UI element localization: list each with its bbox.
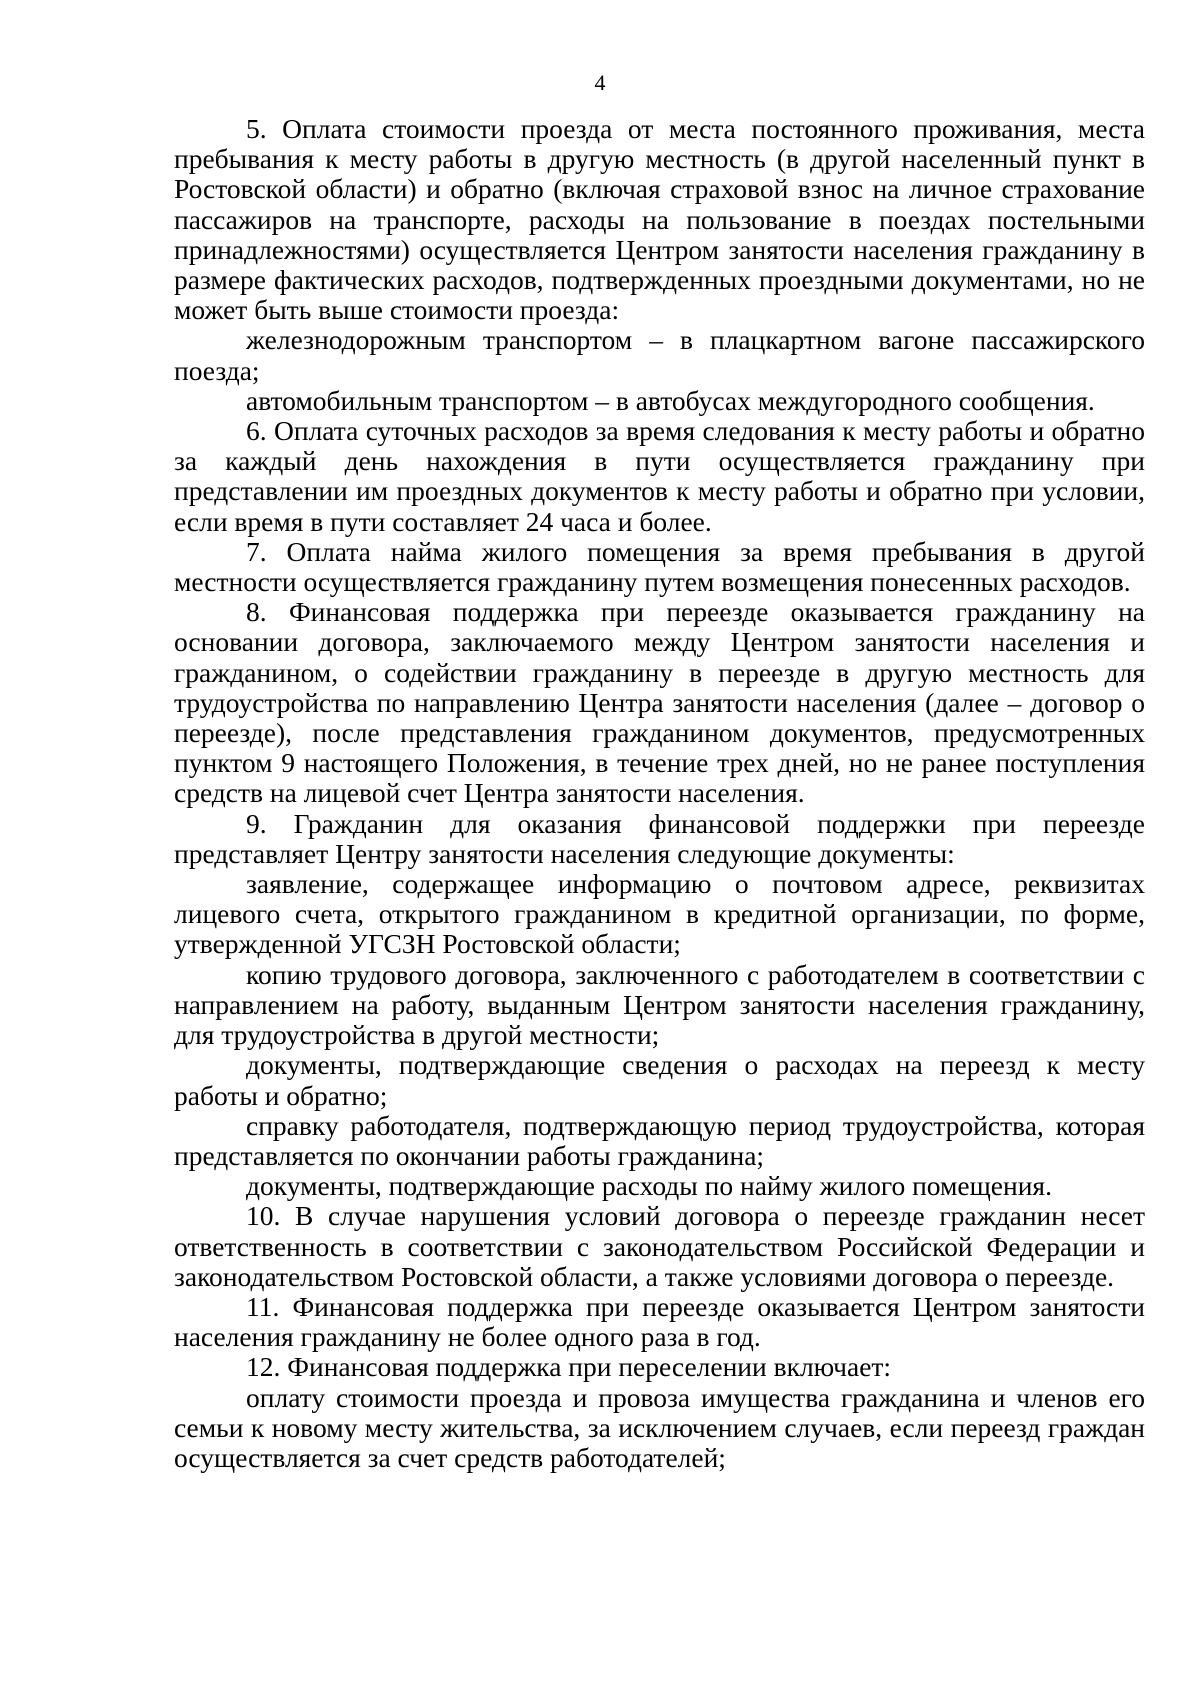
paragraph-10: 10. В случае нарушения условий договора о переезде гражданин несет ответственность в соответствии с законодательством Российской Федерации и законодательством Ростовской области, а также условиями договора о переезде. xyxy=(174,1200,1145,1292)
page-number: 4 xyxy=(594,70,606,95)
paragraph-11: 11. Финансовая поддержка при переезде оказывается Центром занятости населения гражданину не более одного раза в год. xyxy=(174,1290,1145,1353)
paragraph-9: 9. Гражданин для оказания финансовой поддержки при переезде представляет Центру занятости населения следующие документы: xyxy=(174,807,1145,869)
document-body xyxy=(174,114,1145,1473)
paragraph-9-housing-documents: документы, подтверждающие расходы по найму жилого помещения. xyxy=(246,1170,1052,1202)
paragraph-5: 5. Оплата стоимости проезда от места постоянного проживания, места пребывания к месту работы в другую местность (в другой населенный пункт в Ростовской области) и обратно (включая страховой взнос на личное страхование пассажиров на транспорте, расходы на пользование в поездах постельными принадлежностями) осуществляется Центром занятости населения гражданину в размере фактических расходов, подтвержденных проездными документами, но не может быть выше стоимости проезда: xyxy=(174,113,1145,326)
paragraph-railway-transport: железнодорожным транспортом – в плацкартном вагоне пассажирского поезда; xyxy=(174,324,1145,386)
paragraph-12: 12. Финансовая поддержка при переселении включает: xyxy=(246,1351,892,1383)
paragraph-9-expense-documents: документы, подтверждающие сведения о расходах на переезд к месту работы и обратно; xyxy=(174,1049,1145,1111)
paragraph-9-application: заявление, содержащее информацию о почтовом адресе, реквизитах лицевого счета, открытого гражданином в кредитной организации, по форме, утвержденной УГСЗН Ростовской области; xyxy=(174,868,1145,960)
paragraph-8: 8. Финансовая поддержка при переезде оказывается гражданину на основании договора, заключаемого между Центром занятости населения и гражданином, о содействии гражданину в переезде в другую местность для трудоустройства по направлению Центра занятости населения (далее – договор о переезде), после представления гражданином документов, предусмотренных пунктом 9 настоящего Положения, в течение трех дней, но не ранее поступления средств на лицевой счет Центра занятости населения. xyxy=(174,596,1145,809)
paragraph-road-transport: автомобильным транспортом – в автобусах междугородного сообщения. xyxy=(246,384,1095,416)
paragraph-12-travel-payment: оплату стоимости проезда и провоза имущества гражданина и членов его семьи к новому месту жительства, за исключением случаев, если переезд граждан осуществляется за счет средств работодателей; xyxy=(174,1381,1145,1473)
paragraph-9-employer-certificate: справку работодателя, подтверждающую период трудоустройства, которая представляется по окончании работы гражданина; xyxy=(174,1109,1145,1171)
paragraph-6: 6. Оплата суточных расходов за время следования к месту работы и обратно за каждый день нахождения в пути осуществляется гражданину при представлении им проездных документов к месту работы и обратно при условии, если время в пути составляет 24 часа и более. xyxy=(174,415,1145,537)
paragraph-7: 7. Оплата найма жилого помещения за время пребывания в другой местности осуществляется гражданину путем возмещения понесенных расходов. xyxy=(174,535,1145,598)
paragraph-9-labor-contract: копию трудового договора, заключенного с работодателем в соответствии с направлением на работу, выданным Центром занятости населения гражданину, для трудоустройства в другой местности; xyxy=(174,958,1145,1051)
